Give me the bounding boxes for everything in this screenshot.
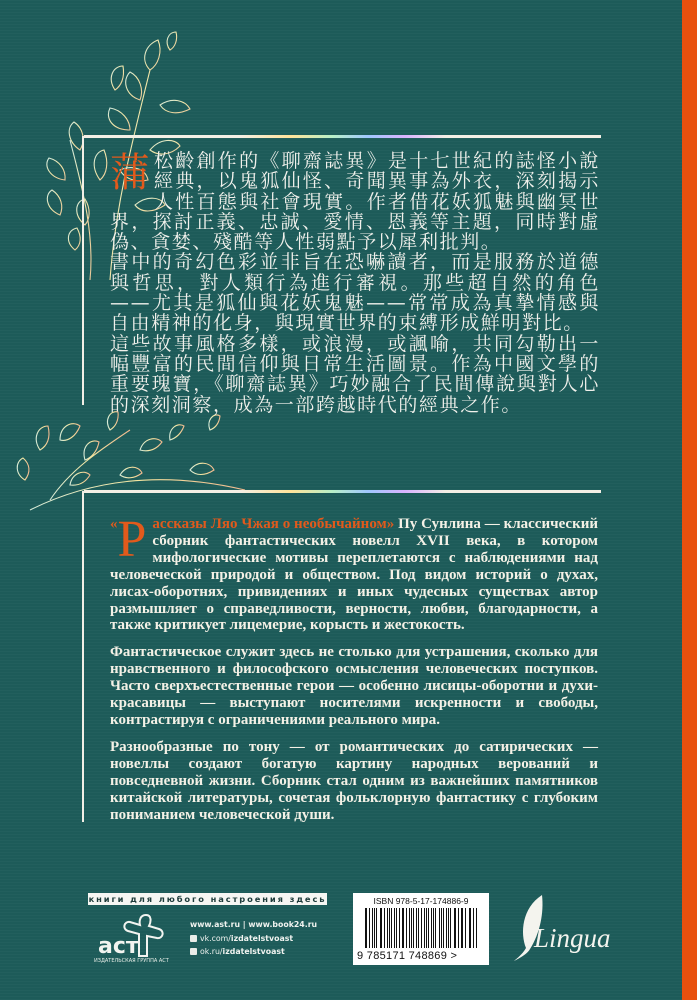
lingua-imprint-logo [508,893,612,963]
barcode-number: 9 785171 748869 > [357,950,458,962]
isbn-text: ISBN 978-5-17-174886-9 [373,896,469,906]
barcode-bar [394,908,395,948]
russian-paragraph: Разнообразные по тону — от романтических до сатирических — новеллы создают богатую картину народных верований и повседневной жизни. Сборник стал одним из важнейших памятников китайской литературы, сочетая фольклорную фантастику с глубоким пониманием человеческой души. [110,738,598,823]
vk-icon [190,935,197,942]
paragraph-text: Пу Сунлина — классический сборник фантастических новелл XVII века, в котором мифологические мотивы переплетаются с наблюдениями над человеческой природой и обществом. Под видом историй о духах, лисах-оборотнях, привидениях и иных чудесных существах автор размышляет о справедливости, верности, любви, благодарности, а также критикует лицемерие, корысть и жестокость. [110,516,598,634]
drop-cap: 蒲 [110,150,150,196]
publisher-subtitle: ИЗДАТЕЛЬСКАЯ ГРУППА АСТ [94,958,169,964]
russian-paragraph: Фантастическое служит здесь не столько для устрашения, сколько для нравственного и философского осмысления человеческих поступков. Часто сверхъестественные герои — особенно лисицы-оборотни и духи-красавицы — выступают носителями искренности и свободы, контрастируя с ограничениями реального мира. [110,644,598,728]
quote-mark: « [110,516,118,532]
isbn-barcode [353,893,489,965]
frame-top-line [84,135,601,138]
barcode-bar [381,908,382,948]
barcode-bar [439,908,440,948]
chinese-paragraph [110,151,600,252]
barcode-bar [406,908,407,948]
chinese-blurb [110,151,600,415]
barcode-bars [365,908,477,948]
drop-cap: Р [117,511,147,568]
frame-top-line [84,490,601,493]
book-title: ассказы Ляо Чжая о необычайном» [152,516,395,532]
barcode-bar [433,908,434,948]
barcode-bar [426,908,427,948]
lingua-logo-text: Lingua [534,923,611,953]
barcode-bar [465,908,466,948]
ok-link[interactable]: ok.ru/izdatelstvoast [190,945,317,959]
barcode-bar [384,908,385,948]
ast-publisher-logo [98,913,168,959]
russian-paragraph [110,511,598,634]
barcode-bar [376,908,377,948]
barcode-bar [455,908,456,948]
tagline-banner: книги для любого настроения здесь [88,894,327,904]
websites-link[interactable]: www.ast.ru | www.book24.ru [190,920,318,929]
spine-stripe [682,0,697,1000]
chinese-paragraph: 書中的奇幻色彩並非旨在恐嚇讀者，而是服務於道德與哲思，對人類行為進行審視。那些超自然的角色——尤其是狐仙與花妖鬼魅——常常成為真摯情感與自由精神的化身，與現實世界的束縛形成鮮明對比。 [110,251,600,335]
paragraph-text: 松齡創作的《聊齋誌異》是十七世紀的誌怪小說經典，以鬼狐仙怪、奇聞異事為外衣，深刻揭示人性百態與社會現實。作者借花妖狐魅與幽冥世界，探討正義、忠誠、愛情、恩義等主題，同時對虛偽、貪婪、殘酷等人性弱點予以犀利批判。 [110,150,600,254]
barcode-bar [446,908,447,948]
odnoklassniki-icon [190,948,197,955]
chinese-paragraph: 這些故事風格多樣，或浪漫，或諷喻，共同勾勒出一幅豐富的民間信仰與日常生活圖景。作為中國文學的重要瑰寶，《聊齋誌異》巧妙融合了民間傳說與對人心的深刻洞察，成為一部跨越時代的經典之作。 [110,332,600,416]
barcode-bar [454,908,455,948]
ast-logo-text: аст [98,934,139,959]
barcode-bar [399,908,400,948]
vk-link[interactable]: vk.com/izdatelstvoast [190,932,317,946]
russian-blurb [110,511,598,833]
barcode-bar [418,908,419,948]
barcode-bar [470,908,471,948]
publisher-links [190,918,317,959]
barcode-bar [369,908,370,948]
barcode-bar [416,908,417,948]
